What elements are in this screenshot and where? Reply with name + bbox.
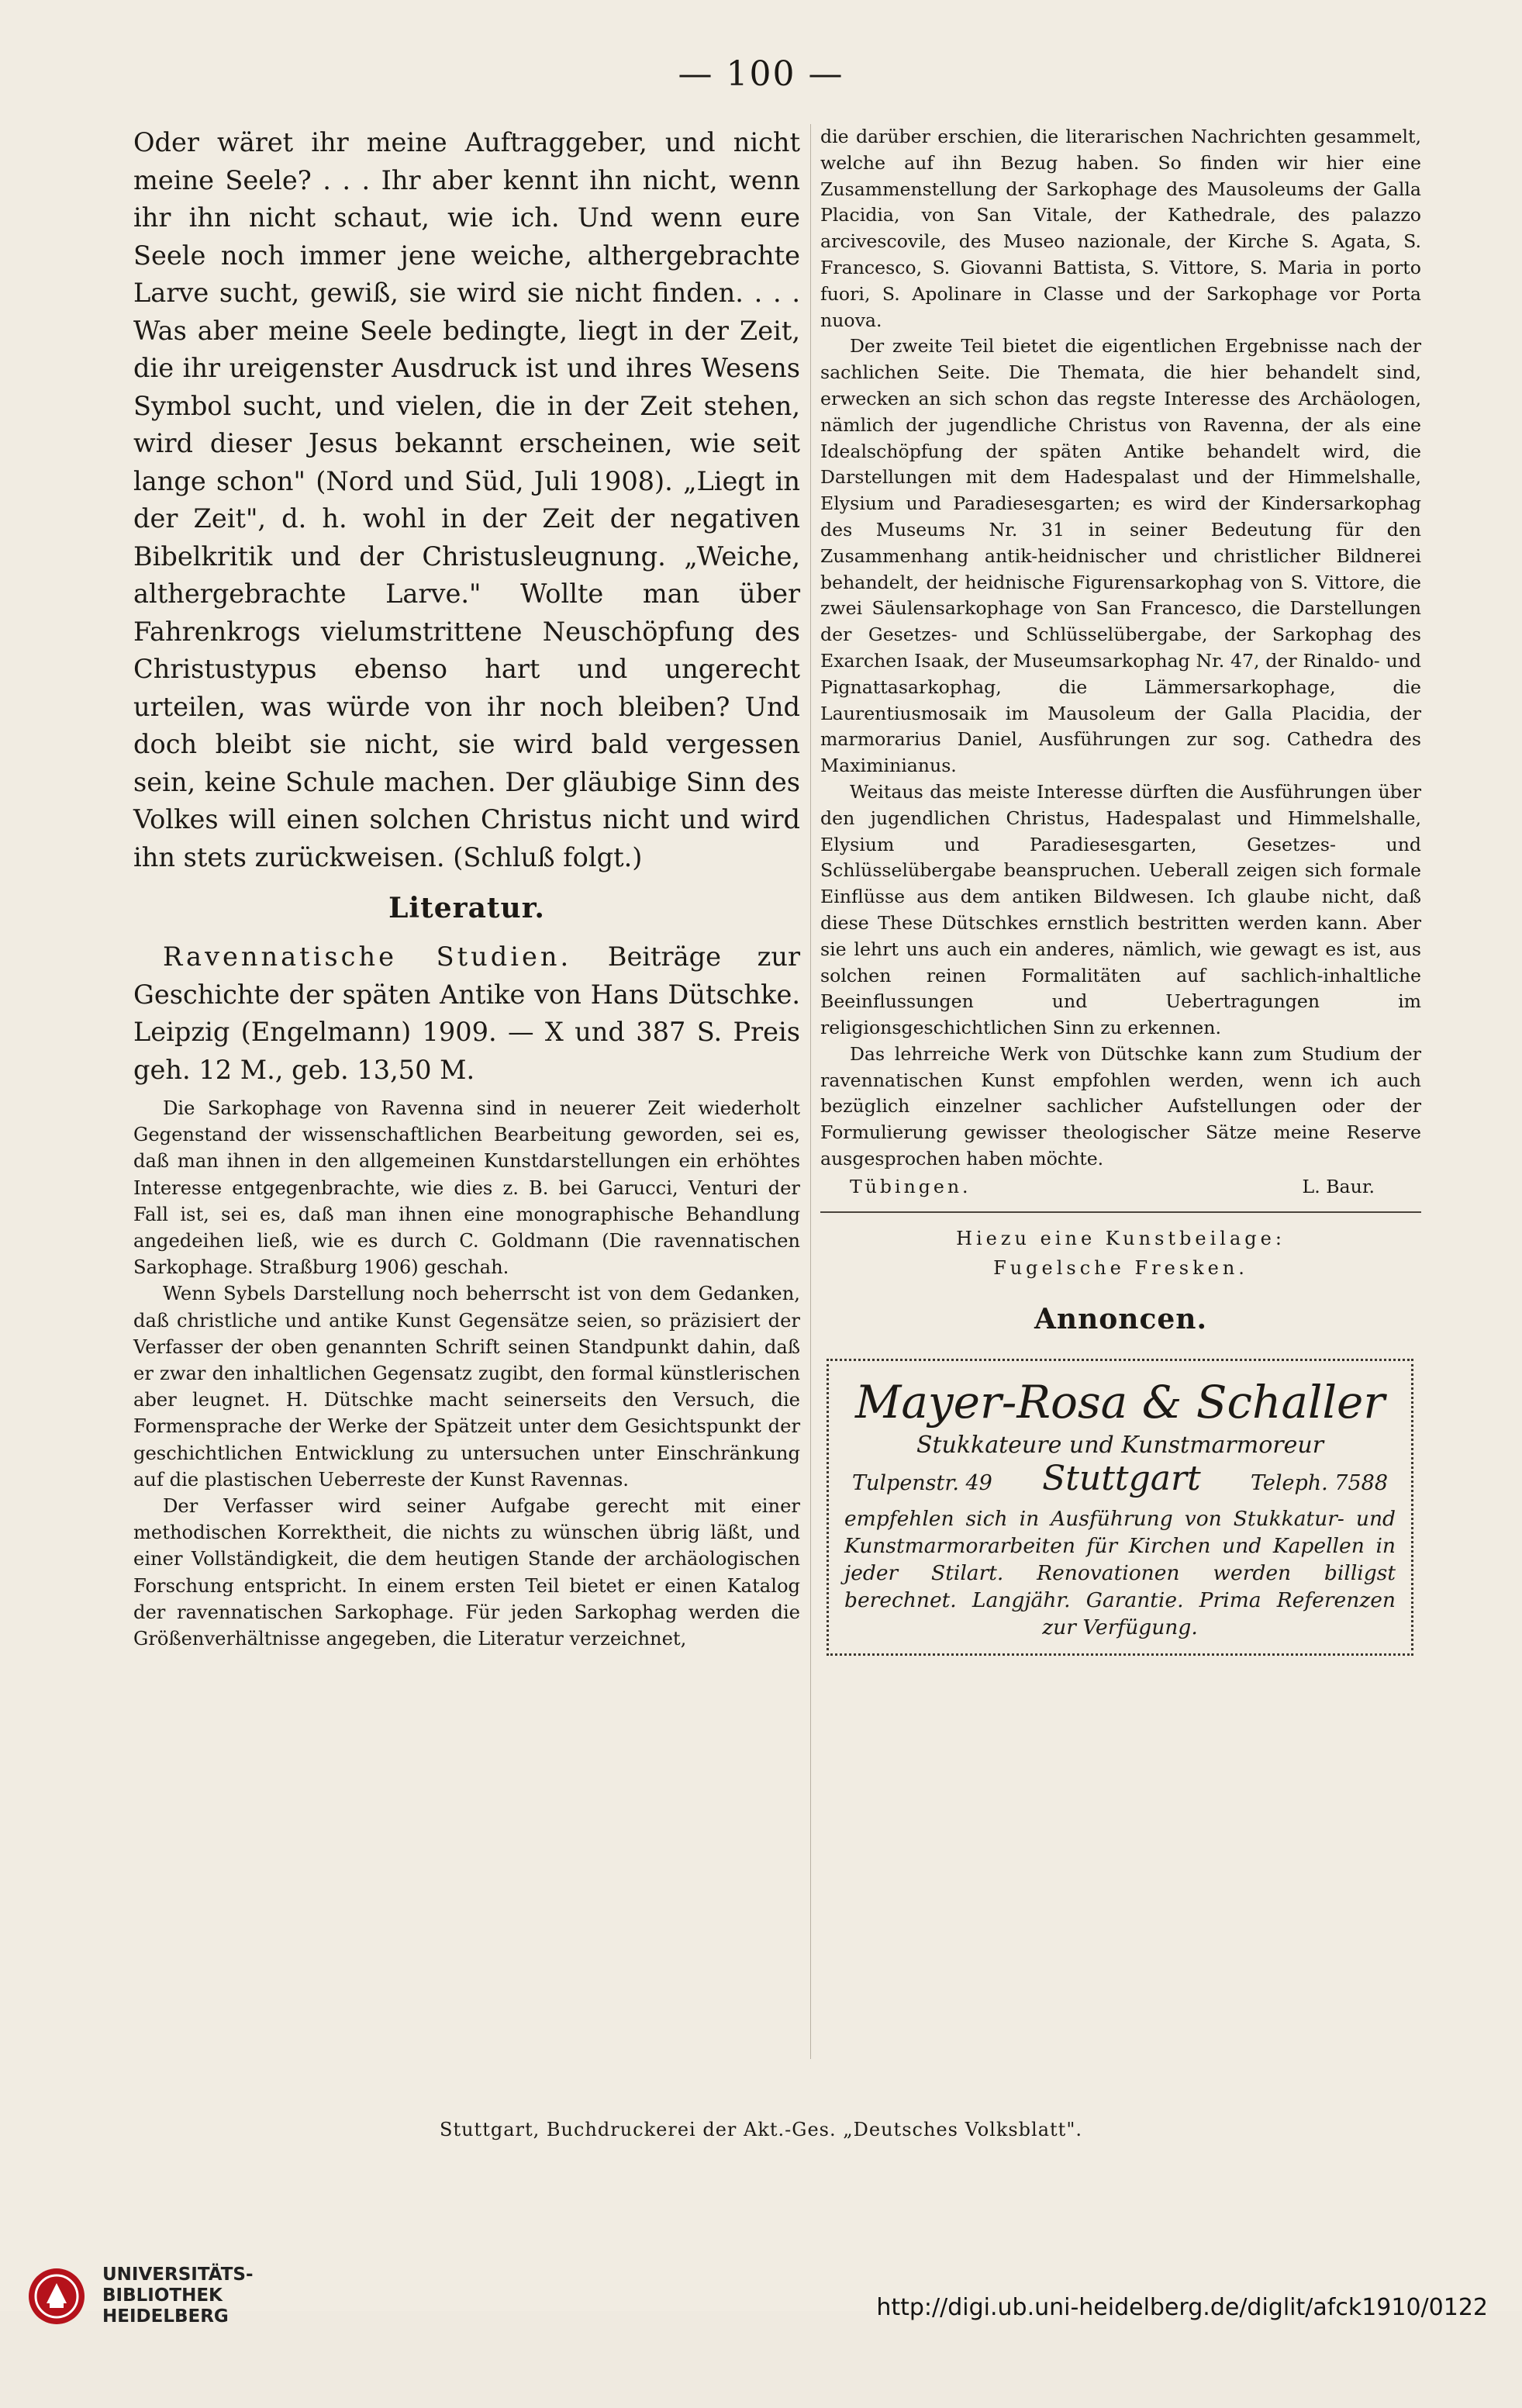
review-paragraph-1: Die Sarkophage von Ravenna sind in neuerer Zeit wiederholt Gegenstand der wissenschaftlichen Bearbeitung geworden, sei es, daß man ihnen in den allgemeinen Kunstdarstellungen ein erhöhtes Interesse entgegenbrachte, wie dies z. B. bei Garucci, Venturi der Fall ist, sei es, daß man ihnen eine monographische Behandlung angedeihen ließ, wie es durch C. Goldmann (Die ravennatischen Sarkophage. Straßburg 1906) geschah. xyxy=(133,1097,800,1279)
library-name-line-1: UNIVERSITÄTS- xyxy=(102,2265,254,2285)
printer-imprint: Stuttgart, Buchdruckerei der Akt.-Ges. „Deutsches Volksblatt". xyxy=(440,2119,1082,2140)
review-paragraph-3: Der Verfasser wird seiner Aufgabe gerecht mit einer methodischen Korrektheit, die nichts zu wünschen übrig läßt, und einer Vollständigkeit, die dem heutigen Stande der archäologischen Forschung entspricht. In einem ersten Teil bietet er einen Katalog der ravennatischen Sarkophage. Für jeden Sarkophag werden die Größenverhältnisse angegeben, die Literatur verzeichnet, xyxy=(133,1495,800,1650)
review-paragraph-6: Weitaus das meiste Interesse dürften die Ausführungen über den jugendlichen Christus, Hadespalast und Himmelshalle, Elysium und Paradiesesgarten, Gesetzes- und Schlüsselübergabe beanspruchen. Ueberall zeigen sich formale Einflüsse aus dem antiken Bildwesen. Ich glaube nicht, daß diese These Dütschkes ernstlich bestritten werden kann. Aber sie lehrt uns auch ein anderes, nämlich, wie gewagt es ist, aus solchen reinen Formalitäten auf sachlich-inhaltliche Beeinflussungen und Uebertragungen im religionsgeschichtlichen Sinn zu erkennen. xyxy=(820,780,1421,1039)
ad-address-line xyxy=(844,1458,1396,1501)
book-title: Ravennatische Studien. xyxy=(163,941,572,972)
library-name-line-2: BIBLIOTHEK xyxy=(102,2285,223,2306)
library-name xyxy=(102,2265,254,2327)
review-paragraph-4: die darüber erschien, die literarischen Nachrichten gesammelt, welche auf ihn Bezug haben. So finden wir hier eine Zusammenstellung der Sarkophage des Mausoleums der Galla Placidia, von San Vitale, der Kathedrale, des palazzo arcivescovile, des Museo nazionale, der Kirche S. Agata, S. Francesco, S. Giovanni Battista, S. Vittore, S. Maria in porto fuori, S. Apolinare in Classe und der Sarkophage vor Porta nuova. xyxy=(820,126,1421,331)
signature-place: Tübingen. xyxy=(850,1175,972,1197)
review-signature xyxy=(820,1174,1421,1201)
ad-street: Tulpenstr. 49 xyxy=(852,1470,992,1495)
column-divider xyxy=(810,124,811,2059)
kunstbeilage-line-1: Hiezu eine Kunstbeilage: xyxy=(956,1227,1286,1249)
literatur-heading: Literatur. xyxy=(388,892,545,924)
intro-paragraph: Oder wäret ihr meine Auftraggeber, und nicht meine Seele? . . . Ihr aber kennt ihn nicht, wenn ihr ihn nicht schaut, wie ich. Und wenn eure Seele noch immer jene weiche, althergebrachte Larve sucht, gewiß, sie wird sie nicht finden. . . . Was aber meine Seele bedingte, liegt in der Zeit, die ihr ureigenster Ausdruck ist und ihres Wesens Symbol sucht, und vielen, die in der Zeit stehen, wird dieser Jesus bekannt erscheinen, wie seit lange schon" (Nord und Süd, Juli 1908). „Liegt in der Zeit", d. h. wohl in der Zeit der negativen Bibelkritik und der Christusleugnung. „Weiche, althergebrachte Larve." Wollte man über Fahrenkrogs vielumstrittene Neuschöpfung des Christustypus ebenso hart und ungerecht urteilen, was würde von ihr noch bleiben? Und doch bleibt sie nicht, sie wird bald vergessen sein, keine Schule machen. Der gläubige Sinn des Volkes will einen solchen Christus nicht und wird ihn stets zurückweisen. (Schluß folgt.) xyxy=(133,127,800,872)
ad-trade: Stukkateure und Kunstmarmoreur xyxy=(916,1431,1324,1459)
advertisement-box xyxy=(827,1359,1413,1656)
review-paragraph-2: Wenn Sybels Darstellung noch beherrscht ist von dem Gedanken, daß christliche und antike Kunst Gegensätze seien, so präzisiert der Verfasser der oben genannten Schrift seinen Standpunkt dahin, daß er zwar den inhaltlichen Gegensatz zugibt, den formal künstlerischen aber leugnet. H. Dütschke macht seinerseits den Versuch, die Formensprache der Werke der Spätzeit unter dem Gesichtspunkt der geschichtlichen Entwicklung zu untersuchen unter Einschränkung auf die plastischen Ueberreste der Kunst Ravennas. xyxy=(133,1283,800,1491)
section-rule xyxy=(820,1211,1421,1213)
signature-author: L. Baur. xyxy=(1302,1175,1375,1197)
library-name-line-3: HEIDELBERG xyxy=(102,2306,229,2327)
page-number: — 100 — xyxy=(678,54,844,94)
library-seal-icon xyxy=(26,2266,87,2327)
left-column xyxy=(133,124,800,1652)
review-paragraph-7: Das lehrreiche Werk von Dütschke kann zum Studium der ravennatischen Kunst empfohlen werden, wenn ich auch bezüglich einzelner sachlicher Aufstellungen oder der Formulierung gewisser theologischer Sätze meine Reserve ausgesprochen haben möchte. xyxy=(820,1042,1421,1170)
book-entry xyxy=(133,938,800,1089)
library-logo xyxy=(26,2265,254,2327)
ad-firm-name: Mayer-Rosa & Schaller xyxy=(854,1375,1386,1429)
annoncen-heading: Annoncen. xyxy=(1034,1302,1207,1335)
book-entry-details: Beiträge zur Geschichte der späten Antike von Hans Dütschke. Leipzig (Engelmann) 1909. — X und 387 S. Preis geh. 12 M., geb. 13,50 M. xyxy=(133,941,800,1085)
ad-city: Stuttgart xyxy=(1042,1458,1201,1498)
right-column xyxy=(820,124,1421,1656)
ad-body-text: empfehlen sich in Ausführung von Stukkatur- und Kunstmarmorarbeiten für Kirchen und Kapellen in jeder Stilart. Renovationen werden billigst berechnet. Langjähr. Garantie. Prima Referenzen zur Verfügung. xyxy=(844,1506,1396,1639)
kunstbeilage-line-2: Fugelsche Fresken. xyxy=(993,1256,1248,1279)
source-url-link[interactable]: http://digi.ub.uni-heidelberg.de/diglit/afck1910/0122 xyxy=(876,2294,1488,2321)
ad-phone: Teleph. 7588 xyxy=(1250,1470,1388,1495)
review-paragraph-5: Der zweite Teil bietet die eigentlichen Ergebnisse nach der sachlichen Seite. Die Themata, die hier behandelt sind, erwecken an sich schon das regste Interesse des Archäologen, nämlich der jugendliche Christus von Ravenna, der als eine Idealschöpfung der späten Antike behandelt wird, die Darstellungen mit dem Hadespalast und der Himmelshalle, Elysium und Paradiesesgarten; es wird der Kindersarkophag des Museums Nr. 31 in seiner Bedeutung für den Zusammenhang antik-heidnischer und christlicher Bildnerei behandelt, der heidnische Figurensarkophag von S. Vittore, die zwei Säulensarkophage von San Francesco, die Darstellungen der Gesetzes- und Schlüsselübergabe, der Sarkophag des Exarchen Isaak, der Museumsarkophag Nr. 47, der Rinaldo- und Pignattasarkophag, die Lämmersarkophage, die Laurentiusmosaik im Mausoleum der Galla Placidia, der marmorarius Daniel, Ausführungen zur sog. Cathedra des Maximinianus. xyxy=(820,335,1421,777)
